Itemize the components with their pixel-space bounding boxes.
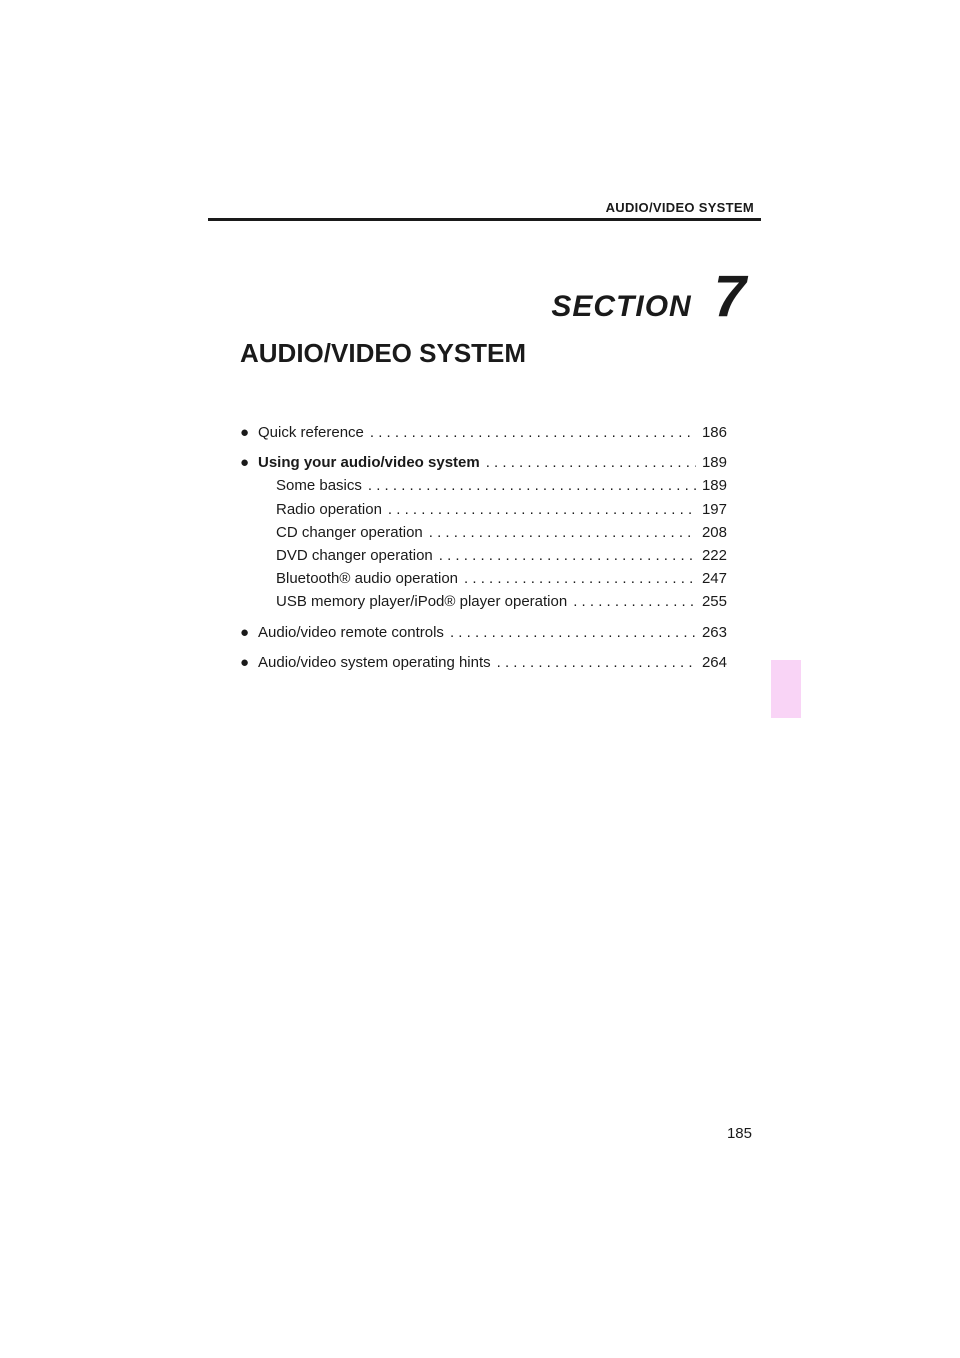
toc-page-number: 255 [701,593,727,611]
dot-leader [497,654,696,671]
chapter-title: AUDIO/VIDEO SYSTEM [240,338,527,368]
dot-leader [464,570,696,587]
toc-label: DVD changer operation [276,546,433,564]
header-rule [208,218,761,221]
toc-entry-some-basics[interactable] [240,477,727,500]
toc-label: Using your audio/video system [258,454,480,472]
section-number: 7 [713,264,746,329]
toc-label: USB memory player/iPod® player operation [276,593,568,611]
toc-label: Audio/video system operating hints [258,653,491,671]
toc-entry-cd-changer-operation[interactable] [240,524,727,547]
toc-page-number: 189 [701,454,727,472]
bullet-icon: ● [240,653,250,671]
toc-entry-bluetooth-audio-operation[interactable] [240,570,727,593]
toc-label: Some basics [276,477,362,495]
dot-leader [429,524,696,541]
toc-page-number: 208 [701,523,727,541]
toc-page-number: 222 [701,546,727,564]
toc-page-number: 189 [701,477,727,495]
bullet-icon: ● [240,623,250,641]
section-tab-marker [771,660,801,718]
section-heading [551,264,746,329]
toc-entry-usb-ipod-player-operation[interactable] [240,593,727,616]
toc-label: Audio/video remote controls [258,623,444,641]
toc-entry-operating-hints[interactable] [240,654,727,677]
dot-leader [486,454,696,471]
toc-page-number: 186 [701,424,727,441]
bullet-icon: ● [240,424,250,441]
toc-page-number: 197 [701,500,727,518]
dot-leader [439,547,696,564]
toc-page-number: 263 [701,623,727,641]
dot-leader [368,477,696,494]
running-header: AUDIO/VIDEO SYSTEM [605,200,754,215]
toc-entry-radio-operation[interactable] [240,501,727,524]
toc-page-number: 247 [701,570,727,588]
toc-entry-using-your-audio-video-system[interactable] [240,454,727,477]
toc-label: CD changer operation [276,523,423,541]
dot-leader [573,593,696,610]
toc-entry-audio-video-remote-controls[interactable] [240,624,727,647]
toc-label: Bluetooth® audio operation [276,570,459,588]
toc-entry-dvd-changer-operation[interactable] [240,547,727,570]
section-word: SECTION [551,290,692,323]
table-of-contents [240,424,727,677]
dot-leader [388,501,696,518]
dot-leader [450,624,696,641]
toc-label: Quick reference [258,424,364,441]
toc-page-number: 264 [701,653,727,671]
toc-entry-quick-reference[interactable] [240,424,727,447]
toc-label: Radio operation [276,500,382,518]
bullet-icon: ● [240,454,250,472]
dot-leader [370,424,696,441]
page-number: 185 [726,1125,752,1142]
